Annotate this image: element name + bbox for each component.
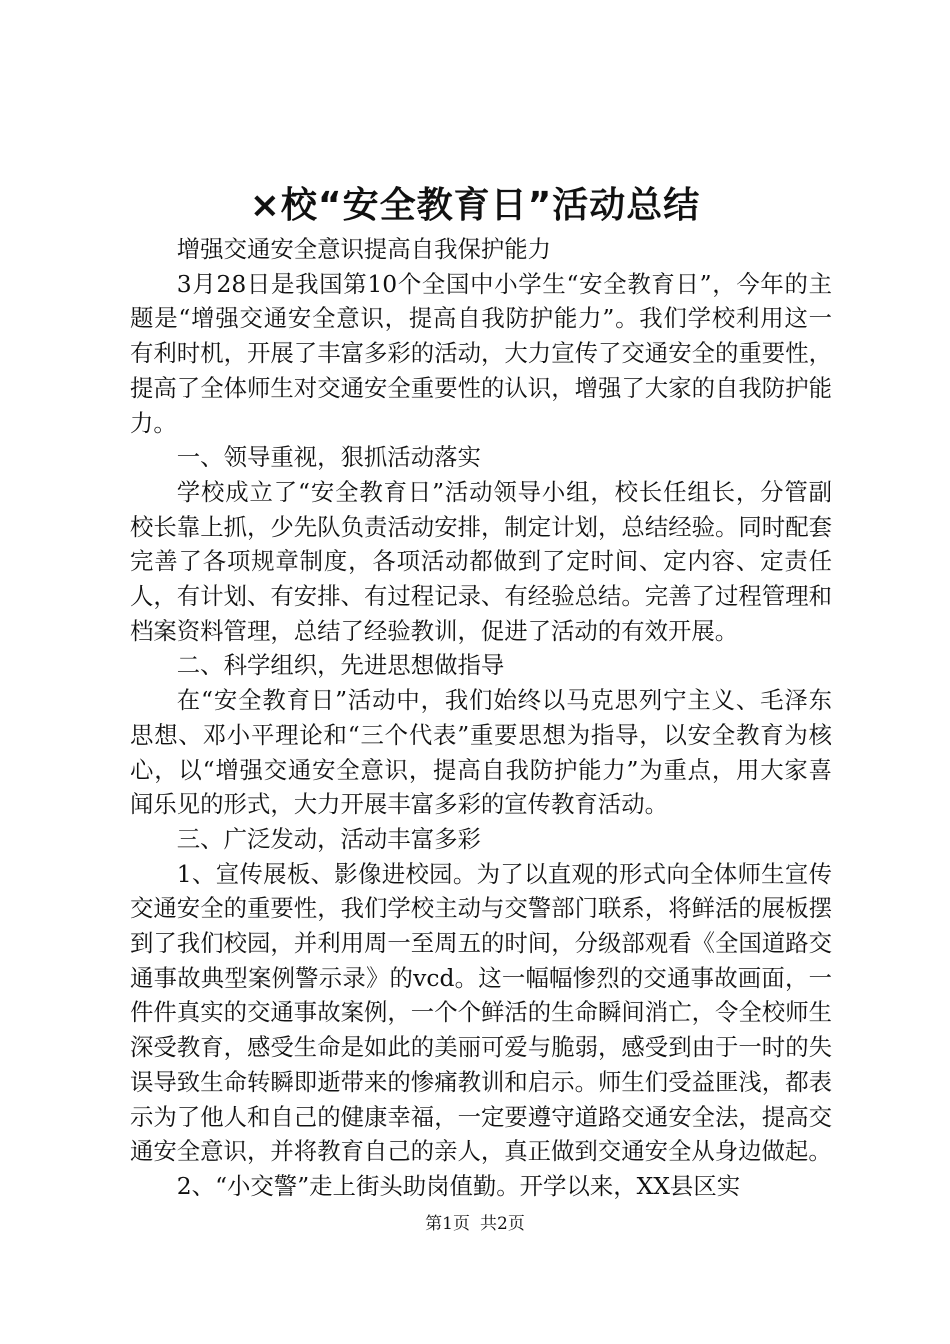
subtitle-paragraph: 增强交通安全意识提高自我保护能力	[176, 235, 552, 263]
page-total: 共2页	[480, 1214, 525, 1234]
document-body	[130, 232, 832, 1204]
section-paragraph-1: 学校成立了“安全教育日”活动领导小组，校长任组长，分管副校长靠上抓，少先队负责活动安排，制定计划，总结经验。同时配套完善了各项规章制度，各项活动都做到了定时间、定内容、定责任人，有计划、有安排、有过程记录、有经验总结。完善了过程管理和档案资料管理，总结了经验教训，促进了活动的有效开展。	[130, 477, 832, 645]
section-paragraph-3-item-1: 1、宣传展板、影像进校园。为了以直观的形式向全体师生宣传交通安全的重要性，我们学校主动与交警部门联系，将鲜活的展板摆到了我们校园，并利用周一至周五的时间，分级部观看《全国道路交通事故典型案例警示录》的vcd。这一幅幅惨烈的交通事故画面，一件件真实的交通事故案例，一个个鲜活的生命瞬间消亡，令全校师生深受教育，感受生命是如此的美丽可爱与脆弱，感受到由于一时的失误导致生命转瞬即逝带来的惨痛教训和启示。师生们受益匪浅，都表示为了他人和自己的健康幸福，一定要遵守道路交通安全法，提高交通安全意识，并将教育自己的亲人，真正做到交通安全从身边做起。	[130, 859, 832, 1166]
page-footer	[0, 1212, 950, 1236]
section-paragraph-3-item-2: 2、“小交警”走上街头助岗值勤。开学以来，XX县区实	[176, 1171, 741, 1200]
section-heading-2: 二、科学组织，先进思想做指导	[176, 651, 505, 680]
document-title: ×校“安全教育日”活动总结	[249, 185, 701, 226]
intro-paragraph: 3月28日是我国第10个全国中小学生“安全教育日”，今年的主题是“增强交通安全意识，提高自我防护能力”。我们学校利用这一有利时机，开展了丰富多彩的活动，大力宣传了交通安全的重要性，提高了全体师生对交通安全重要性的认识，增强了大家的自我防护能力。	[130, 269, 832, 437]
section-heading-3: 三、广泛发动，活动丰富多彩	[176, 824, 481, 853]
section-paragraph-2: 在“安全教育日”活动中，我们始终以马克思列宁主义、毛泽东思想、邓小平理论和“三个代表”重要思想为指导，以安全教育为核心，以“增强交通安全意识，提高自我防护能力”为重点，用大家喜闻乐见的形式，大力开展丰富多彩的宣传教育活动。	[130, 686, 832, 819]
page-number: 第1页	[425, 1214, 470, 1234]
section-heading-1: 一、领导重视，狠抓活动落实	[176, 443, 481, 472]
